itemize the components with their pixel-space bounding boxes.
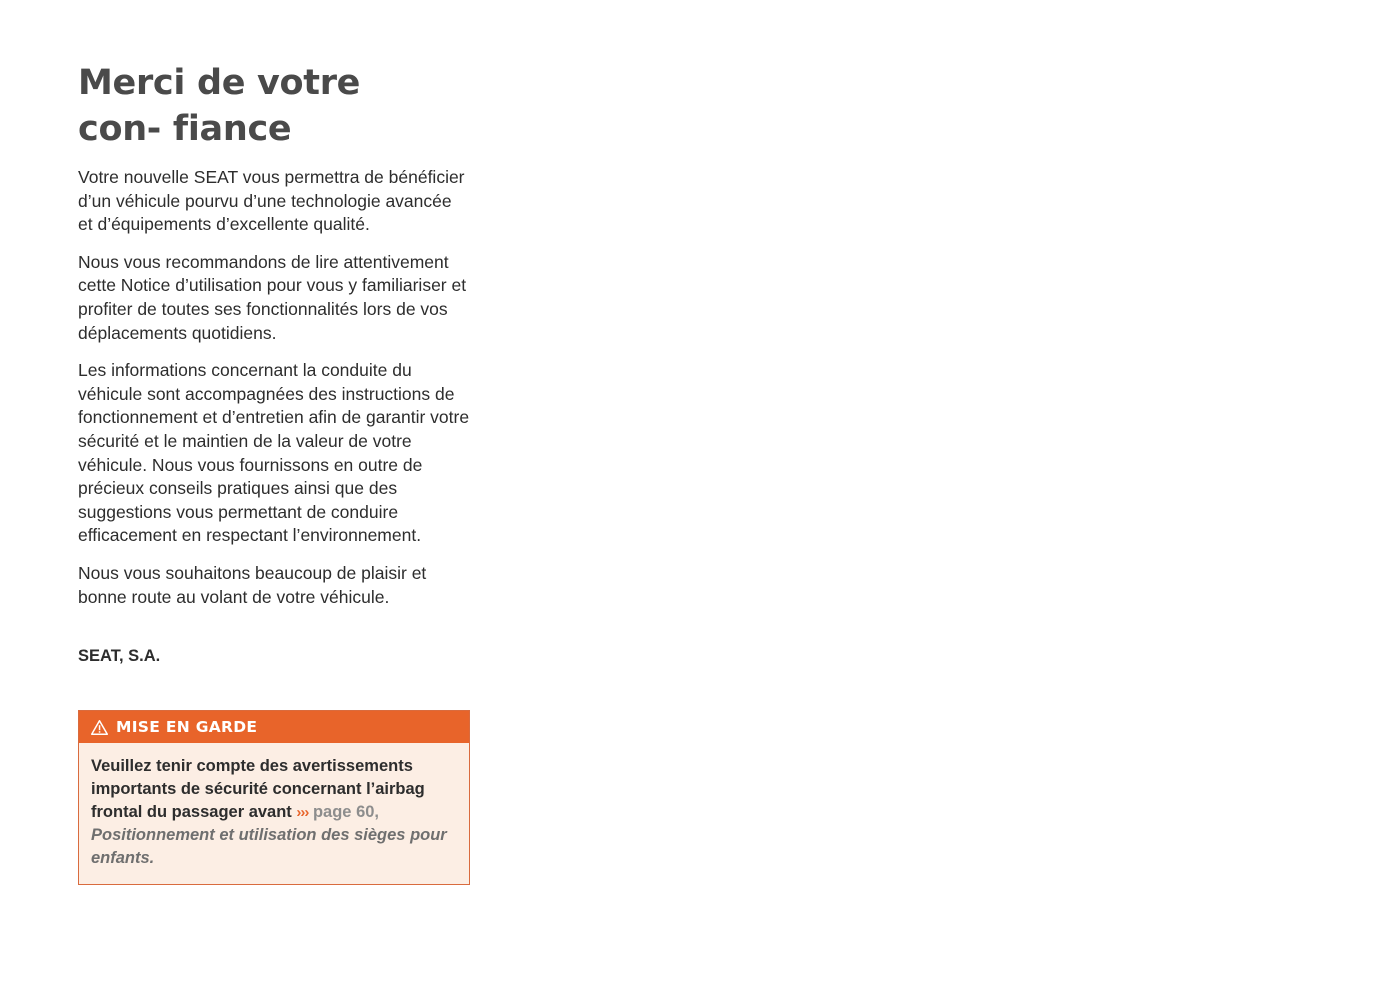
- paragraph-4: Nous vous souhaitons beaucoup de plaisir et bonne route au volant de votre véhicule.: [78, 562, 427, 607]
- warning-callout: [78, 710, 470, 885]
- paragraph-3: Les informations concernant la conduite du véhicule sont accompagnées des instructions de fonctionnement et d’entretien afin de garantir votre sécurité et le maintien de la valeur de votre véhicule. Nous vous fournissons en outre de précieux conseils pratiques ainsi que des suggestions vous permettant de conduire efficacement en respectant l’environnement.: [78, 360, 470, 546]
- paragraph-2: Nous vous recommandons de lire attentivement cette Notice d’utilisation pour vous y familiariser et profiter de toutes ses fonctionnalités lors de vos déplacements quotidiens.: [78, 251, 467, 343]
- text-column: [78, 60, 478, 667]
- warning-header: [79, 711, 469, 743]
- cross-reference-arrows-icon: ›››: [296, 804, 309, 821]
- cross-reference-page[interactable]: page 60,: [308, 803, 380, 821]
- page-title: Merci de votre con- fiance: [78, 63, 361, 149]
- warning-text: Veuillez tenir compte des avertissements importants de sécurité concernant l’airbag frontal du passager avant: [91, 757, 425, 821]
- warning-body: [79, 743, 469, 884]
- paragraph-1: Votre nouvelle SEAT vous permettra de bénéficier d’un véhicule pourvu d’une technologie avancée et d’équipements d’excellente qualité.: [78, 167, 465, 235]
- warning-header-label: MISE EN GARDE: [116, 718, 258, 736]
- warning-triangle-icon: [91, 720, 108, 735]
- cross-reference-section[interactable]: Positionnement et utilisation des sièges pour enfants.: [91, 826, 447, 867]
- signature: SEAT, S.A.: [78, 647, 161, 666]
